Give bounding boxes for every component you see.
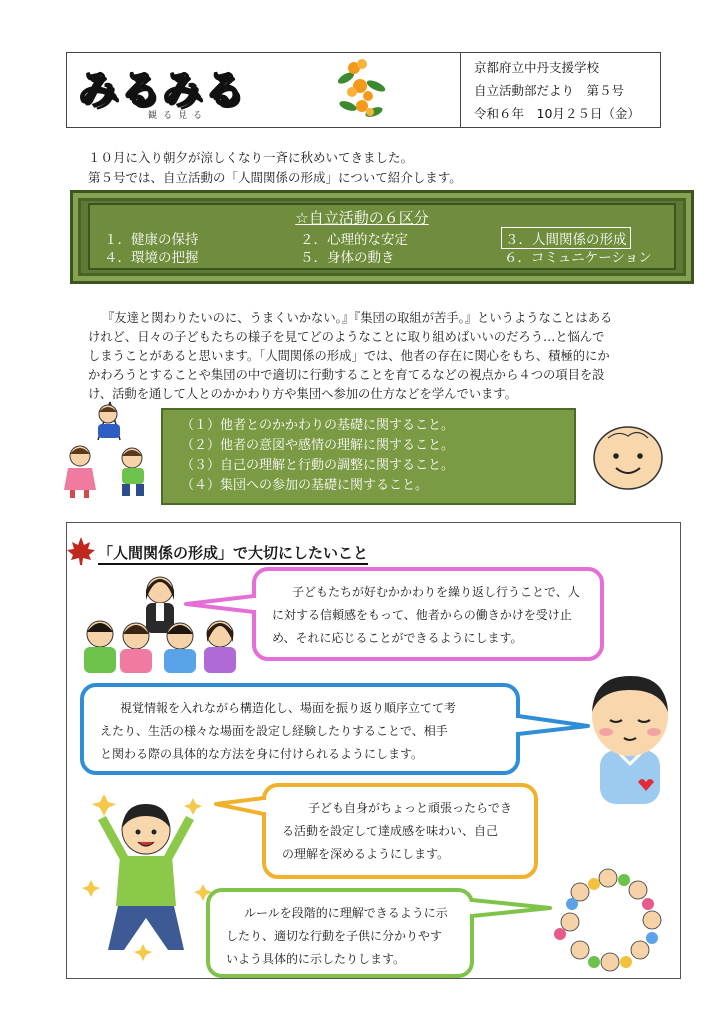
bubble-line: 視覚情報を入れながら構造化し、場面を振り返り順序立てて考 <box>120 701 457 715</box>
bubble-tail-blue <box>516 712 590 738</box>
bubble-line: えたり、生活の様々な場面を設定し経験したりすることで、相手 <box>100 724 448 738</box>
bubble-line: の理解を深めるようにします。 <box>282 847 450 861</box>
school-name: 京都府立中丹支援学校 <box>474 60 600 75</box>
paragraph-line: けれど、日々の子どもたちの様子を見てどのようなことに取り組めばいいのだろう…と悩んで <box>88 330 605 344</box>
category-item: ４．環境の把握 <box>104 250 199 266</box>
intro-text <box>88 148 462 188</box>
list-item: （２）他者の意図や感情の理解に関すること。 <box>181 438 455 453</box>
category-item: ６．コミュニケーション <box>504 250 652 266</box>
cheering-boy-illustration <box>80 790 214 966</box>
speech-bubble-pink <box>252 567 604 661</box>
relationship-items-box <box>161 408 576 505</box>
bubble-tail-orange <box>216 792 266 818</box>
paragraph-line: 『友達と関わりたいのに、うまくいかない。』『集団の取組が苦手。』というようなことはある <box>102 311 613 325</box>
category-item: ２．心理的な安定 <box>300 232 408 248</box>
issue-date: 令和６年 10月２５日（金） <box>474 106 640 121</box>
bubble-line: に対する信頼感をもって、他者からの働きかけを受け止 <box>272 608 572 622</box>
header-divider <box>460 52 461 128</box>
children-circle-illustration <box>552 866 668 976</box>
category-item-highlighted: ３．人間関係の形成 <box>501 227 631 249</box>
calm-boy-illustration <box>586 672 674 804</box>
bubble-line: いよう具体的に示したりします。 <box>226 952 406 966</box>
paragraph-line: け、活動を通して人とのかかわり方や集団へ参加の仕方などを学んでいます。 <box>88 387 517 401</box>
osmanthus-flower-icon <box>332 56 392 122</box>
newsletter-logo-subtitle: 観る見る <box>148 111 209 121</box>
intro-line: １０月に入り朝夕が涼しくなり一斉に秋めいてきました。 <box>88 150 414 165</box>
newsletter-issue: 自立活動部だより 第５号 <box>474 83 625 98</box>
bubble-line: 子どもたちが好むかかわりを繰り返し行うことで、人 <box>292 585 580 599</box>
header-info <box>474 56 640 125</box>
category-item: ５．身体の動き <box>300 250 395 266</box>
bubble-tail-pink <box>186 592 256 616</box>
bubble-line: る活動を設定して達成感を味わい、自己 <box>282 824 499 838</box>
speech-bubble-orange <box>262 783 538 879</box>
speech-bubble-blue <box>80 683 520 775</box>
maple-leaf-icon <box>66 536 96 566</box>
bubble-line: と関わる際の具体的な方法を身に付けられるようにします。 <box>100 747 424 761</box>
intro-line: 第５号では、自立活動の「人間関係の形成」について紹介します。 <box>88 170 462 185</box>
paragraph-line: かわろうとすることや集団の中で適切に行動することを育てるなどの視点から４つの項目を設 <box>88 368 605 382</box>
bubble-tail-green <box>470 896 552 920</box>
teacher-with-children-illustration <box>72 570 248 676</box>
speech-bubble-green <box>206 888 474 978</box>
list-item: （３）自己の理解と行動の調整に関すること。 <box>181 458 455 473</box>
category-item: １．健康の保持 <box>104 232 199 248</box>
list-item: （１）他者とのかかわりの基礎に関すること。 <box>181 418 455 433</box>
section-heading: 「人間関係の形成」で大切にしたいこと <box>98 542 368 565</box>
list-item: （４）集団への参加の基礎に関すること。 <box>181 478 429 493</box>
smiling-face-illustration <box>590 422 666 492</box>
paragraph-line: しまうことがあると思います。「人間関係の形成」では、他者の存在に関心をもち、積極的にか <box>88 349 610 363</box>
children-playing-illustration <box>60 400 160 500</box>
bubble-line: 子ども自身がちょっと頑張ったらでき <box>308 801 512 815</box>
explanation-paragraph <box>88 309 648 404</box>
bubble-line: したり、適切な行動を子供に分かりやす <box>226 929 443 943</box>
categories-title: ☆自立活動の６区分 <box>295 209 429 227</box>
bubble-line: ルールを段階的に理解できるように示 <box>244 906 448 920</box>
bubble-line: め、それに応じることができるようにします。 <box>272 631 523 645</box>
newsletter-logo: みるみる <box>78 67 246 113</box>
